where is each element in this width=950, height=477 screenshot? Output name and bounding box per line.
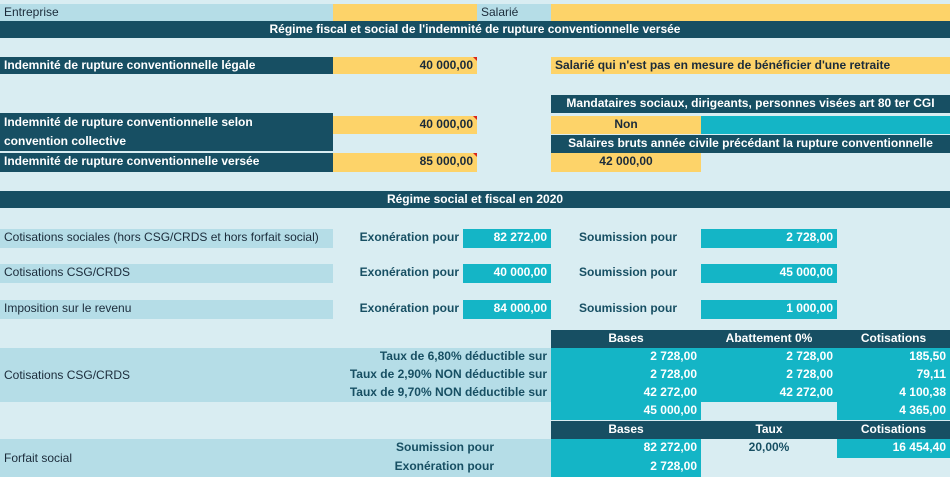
forfait-header-taux: Taux (701, 421, 837, 439)
csg-block-label: Cotisations CSG/CRDS (0, 348, 551, 402)
row-imposition-exo-value: 84 000,00 (463, 300, 551, 319)
csg-header-bases: Bases (551, 330, 701, 348)
row-cotisations-sociales-exo-value: 82 272,00 (463, 229, 551, 248)
csg-header-cotisations: Cotisations (837, 330, 950, 348)
convention-label-line2: convention collective (4, 134, 127, 148)
csg-line-3-base: 42 272,00 (551, 384, 701, 402)
csg-line-2-label: Taux de 2,90% NON déductible sur (349, 367, 547, 381)
legal-label: Indemnité de rupture conventionnelle légale (0, 57, 333, 74)
convention-label-line1: Indemnité de rupture conventionnelle selon (4, 115, 253, 129)
forfait-sou-base: 82 272,00 (551, 439, 701, 458)
row-csg-sou-value: 45 000,00 (701, 264, 837, 283)
mandataires-fill (701, 116, 950, 134)
csg-header-abattement: Abattement 0% (701, 330, 837, 348)
row-cotisations-sociales-sou-label: Soumission pour (579, 230, 678, 244)
row-imposition-sou-value: 1 000,00 (701, 300, 837, 319)
forfait-sou-label: Soumission pour (395, 440, 494, 454)
csg-line-1-base: 2 728,00 (551, 348, 701, 366)
row-cotisations-sociales-exo-label: Exonération pour (359, 230, 459, 244)
convention-value[interactable]: 40 000,00 (333, 116, 477, 134)
csg-line-2-base: 2 728,00 (551, 366, 701, 384)
mandataires-select[interactable]: Non (551, 116, 701, 134)
row-imposition-label: Imposition sur le revenu (0, 300, 333, 319)
section-title-regime-fiscal: Régime fiscal et social de l'indemnité de rupture conventionnelle versée (0, 21, 950, 38)
forfait-exo-label: Exonération pour (394, 459, 494, 473)
retraite-label: Salarié qui n'est pas en mesure de bénéficier d'une retraite (551, 57, 950, 74)
forfait-header-cotisations: Cotisations (837, 421, 950, 439)
salaires-value[interactable]: 42 000,00 (551, 153, 701, 172)
csg-total-base: 45 000,00 (551, 402, 701, 420)
csg-line-2-cotisation: 79,11 (837, 366, 950, 384)
forfait-block-label: Forfait social (0, 439, 551, 477)
forfait-exo-base: 2 728,00 (551, 458, 701, 477)
csg-line-1-cotisation: 185,50 (837, 348, 950, 366)
forfait-taux: 20,00% (748, 440, 790, 454)
salaires-label: Salaires bruts année civile précédant la rupture conventionnelle (551, 135, 950, 153)
row-csg-exo-label: Exonération pour (359, 265, 459, 279)
row-cotisations-sociales-label: Cotisations sociales (hors CSG/CRDS et hors forfait social) (0, 229, 333, 248)
csg-line-3-label: Taux de 9,70% NON déductible sur (349, 385, 547, 399)
versee-label: Indemnité de rupture conventionnelle versée (0, 153, 333, 172)
row-imposition-exo-label: Exonération pour (359, 301, 459, 315)
mandataires-label: Mandataires sociaux, dirigeants, personnes visées art 80 ter CGI (551, 95, 950, 113)
row-csg-label: Cotisations CSG/CRDS (0, 264, 333, 283)
csg-line-3-cotisation: 4 100,38 (837, 384, 950, 402)
entreprise-label: Entreprise (0, 4, 333, 21)
csg-line-1-label: Taux de 6,80% déductible sur (379, 349, 547, 363)
row-cotisations-sociales-sou-value: 2 728,00 (701, 229, 837, 248)
csg-line-3-abattement: 42 272,00 (701, 384, 837, 402)
forfait-header-bases: Bases (551, 421, 701, 439)
entreprise-input[interactable] (333, 4, 477, 21)
section-title-regime-2020: Régime social et fiscal en 2020 (0, 191, 950, 208)
salarie-input[interactable] (551, 4, 950, 21)
convention-label-box (0, 113, 333, 151)
csg-total-cotisation: 4 365,00 (837, 402, 950, 420)
row-csg-exo-value: 40 000,00 (463, 264, 551, 283)
row-csg-sou-label: Soumission pour (579, 265, 678, 279)
csg-line-2-abattement: 2 728,00 (701, 366, 837, 384)
forfait-cotisation: 16 454,40 (837, 439, 950, 458)
csg-line-1-abattement: 2 728,00 (701, 348, 837, 366)
legal-value[interactable]: 40 000,00 (333, 57, 477, 74)
versee-value[interactable]: 85 000,00 (333, 153, 477, 172)
row-imposition-sou-label: Soumission pour (579, 301, 678, 315)
salarie-label: Salarié (477, 4, 551, 21)
